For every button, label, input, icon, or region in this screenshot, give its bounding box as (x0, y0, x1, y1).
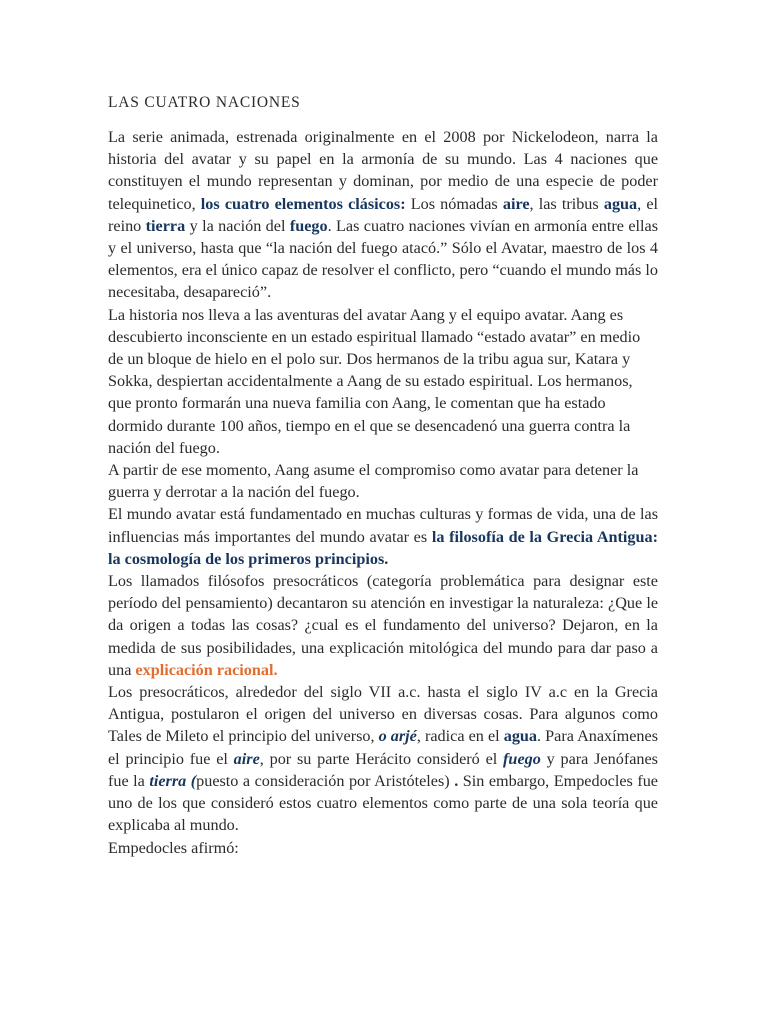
bold-italic-fuego: fuego (503, 749, 541, 768)
text-run: El mundo avatar está fundamentado en muchas culturas y formas de vida, una de las influencias más importantes del mundo avatar es (108, 505, 658, 546)
bold-word-aire: aire (502, 194, 530, 213)
bold-word-agua: agua (503, 727, 538, 746)
text-run: . Las cuatro naciones vivían en armonía entre ellas y el universo, hasta que “la nación del fuego atacó.” Sólo el Avatar, maestro de los 4 elementos, era el único capaz de resolver el conflicto, pero “cuando el mundo más lo necesitaba, desapareció”. (108, 216, 658, 302)
paragraph-elements (108, 681, 658, 836)
text-run: , las tribus (529, 194, 604, 213)
paragraph-influences (108, 503, 658, 570)
bold-word-fuego: fuego (289, 216, 328, 235)
text-run: y la nación del (185, 216, 290, 235)
bold-phrase: la filosofía de la Grecia Antigua: la cosmología de los primeros principios. (108, 527, 659, 568)
bold-italic-arje: o arjé (378, 727, 417, 746)
text-run: Los nómadas (405, 194, 503, 213)
paragraph-intro (108, 126, 658, 304)
paragraph-story: La historia nos lleva a las aventuras del avatar Aang y el equipo avatar. Aang es descubierto inconsciente en un estado espiritual llamado “estado avatar” en medio de un bloque de hielo en el polo sur. Dos hermanos de la tribu agua sur, Katara y Sokka, despiertan accidentalmente a Aang de su estado espiritual. Los hermanos, que pronto formarán una nueva familia con Aang, le comentan que ha estado dormido durante 100 años, tiempo en el que se desencadenó una guerra contra la nación del fuego. (108, 305, 641, 457)
text-run: Sin embargo, Empedocles fue uno de los que consideró estos cuatro elementos como parte de una sola teoría que explicaba al mundo. (108, 771, 658, 835)
bold-italic-tierra: tierra ( (149, 771, 197, 790)
highlight-phrase: explicación racional. (135, 660, 278, 679)
paragraph-commitment: A partir de ese momento, Aang asume el compromiso como avatar para detener la guerra y derrotar a la nación del fuego. (108, 461, 639, 502)
bold-italic-aire: aire (233, 749, 260, 768)
paragraph-presocratics (108, 570, 658, 681)
text-run: Los presocráticos, alrededor del siglo VII a.c. hasta el siglo IV a.c en la Grecia Antigua, postularon el origen del universo en diversas cosas. Para algunos como Tales de Mileto el principio del universo, (108, 683, 658, 746)
bold-phrase: los cuatro elementos clásicos: (200, 194, 406, 213)
paragraph-empedocles: Empedocles afirmó: (108, 838, 239, 857)
text-run: , el reino (108, 194, 659, 235)
document-title: LAS CUATRO NACIONES (108, 94, 301, 111)
text-run: La serie animada, estrenada originalmente en el 2008 por Nickelodeon, narra la historia del avatar y su papel en la armonía de su mundo. Las 4 naciones que constituyen el mundo representan y dominan, por medio de una especie de poder telequinetico, (108, 128, 658, 213)
bold-period: . (454, 771, 459, 790)
text-run: y para Jenófanes fue la (108, 749, 658, 790)
text-run: Los llamados filósofos presocráticos (categoría problemática para designar este período del pensamiento) decantaron su atención en investigar la naturaleza: ¿Que le da origen a todas las cosas? ¿cual es el fundamento del universo? Dejaron, en la medida de sus posibilidades, una explicación mitológica del mundo para dar paso a una (108, 572, 658, 679)
text-run: . Para Anaxímenes el principio fue el (108, 727, 658, 768)
text-run: , radica en el (416, 727, 504, 746)
text-run: puesto a consideración por Aristóteles) (196, 771, 455, 790)
bold-word-agua: agua (603, 194, 638, 213)
text-run: , por su parte Herácito consideró el (259, 749, 504, 768)
bold-word-tierra: tierra (145, 216, 186, 235)
